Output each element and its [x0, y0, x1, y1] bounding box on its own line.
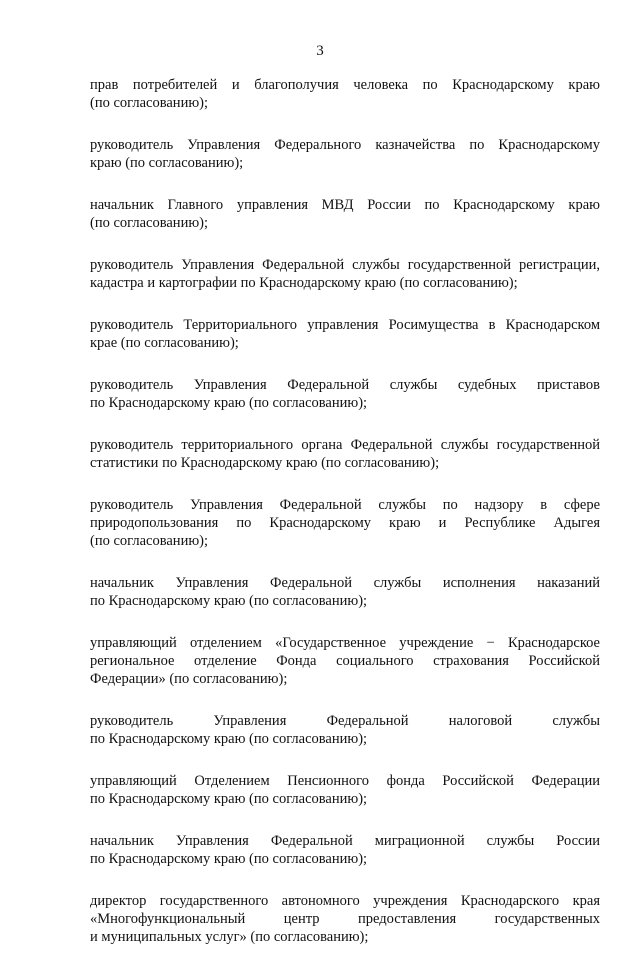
paragraph-line: по Краснодарскому краю (по согласованию); [90, 395, 368, 411]
paragraph-line: «Многофункциональный центр предоставления государственных [90, 911, 600, 927]
paragraph-line: по Краснодарскому краю (по согласованию); [90, 851, 368, 867]
paragraph-treasury [90, 136, 600, 172]
paragraph-line: (по согласованию); [90, 533, 209, 549]
paragraph-tax-service [90, 712, 600, 748]
paragraph-bailiffs [90, 376, 600, 412]
paragraph-migration [90, 832, 600, 868]
paragraph-line: по Краснодарскому краю (по согласованию); [90, 731, 368, 747]
paragraph-line: руководитель Управления Федеральной службы по надзору в сфере [90, 497, 600, 513]
paragraph-statistics [90, 436, 600, 472]
paragraph-line: и муниципальных услуг» (по согласованию); [90, 929, 369, 945]
paragraph-penitentiary [90, 574, 600, 610]
paragraph-line: руководитель Управления Федерального казначейства по Краснодарскому [90, 137, 600, 153]
paragraph-registration [90, 256, 600, 292]
paragraph-line: начальник Управления Федеральной миграционной службы России [90, 833, 600, 849]
paragraph-line: кадастра и картографии по Краснодарскому краю (по согласованию); [90, 275, 518, 291]
paragraph-line: крае (по согласованию); [90, 335, 239, 351]
paragraph-line: управляющий Отделением Пенсионного фонда Российской Федерации [90, 773, 600, 789]
paragraph-line: начальник Управления Федеральной службы исполнения наказаний [90, 575, 600, 591]
paragraph-line: статистики по Краснодарскому краю (по согласованию); [90, 455, 440, 471]
paragraph-line: Федерации» (по согласованию); [90, 671, 288, 687]
paragraph-mvd [90, 196, 600, 232]
paragraph-line: (по согласованию); [90, 215, 209, 231]
paragraph-rosimushchestvo [90, 316, 600, 352]
page-number: 3 [316, 43, 324, 59]
paragraph-line: руководитель Территориального управления Росимущества в Краснодарском [90, 317, 600, 333]
paragraph-line: руководитель Управления Федеральной службы судебных приставов [90, 377, 600, 393]
paragraph-pension-fund [90, 772, 600, 808]
paragraph-line: руководитель Управления Федеральной службы государственной регистрации, [90, 257, 600, 273]
paragraph-line: (по согласованию); [90, 95, 209, 111]
paragraph-line: руководитель Управления Федеральной налоговой службы [90, 713, 600, 729]
paragraph-line: директор государственного автономного учреждения Краснодарского края [90, 893, 600, 909]
paragraph-nature-supervision [90, 496, 600, 550]
paragraph-line: начальник Главного управления МВД России по Краснодарскому краю [90, 197, 600, 213]
paragraph-line: по Краснодарскому краю (по согласованию); [90, 593, 368, 609]
paragraph-line: краю (по согласованию); [90, 155, 244, 171]
paragraph-line: региональное отделение Фонда социального страхования Российской [90, 653, 600, 669]
paragraph-line: управляющий отделением «Государственное учреждение − Краснодарское [90, 635, 600, 651]
paragraph-line: по Краснодарскому краю (по согласованию); [90, 791, 368, 807]
document-body [90, 76, 600, 970]
paragraph-consumer-rights [90, 76, 600, 112]
paragraph-line: руководитель территориального органа Федеральной службы государственной [90, 437, 600, 453]
paragraph-social-insurance [90, 634, 600, 688]
paragraph-line: прав потребителей и благополучия человека по Краснодарскому краю [90, 77, 600, 93]
paragraph-line: природопользования по Краснодарскому краю и Республике Адыгея [90, 515, 600, 531]
paragraph-mfc [90, 892, 600, 946]
